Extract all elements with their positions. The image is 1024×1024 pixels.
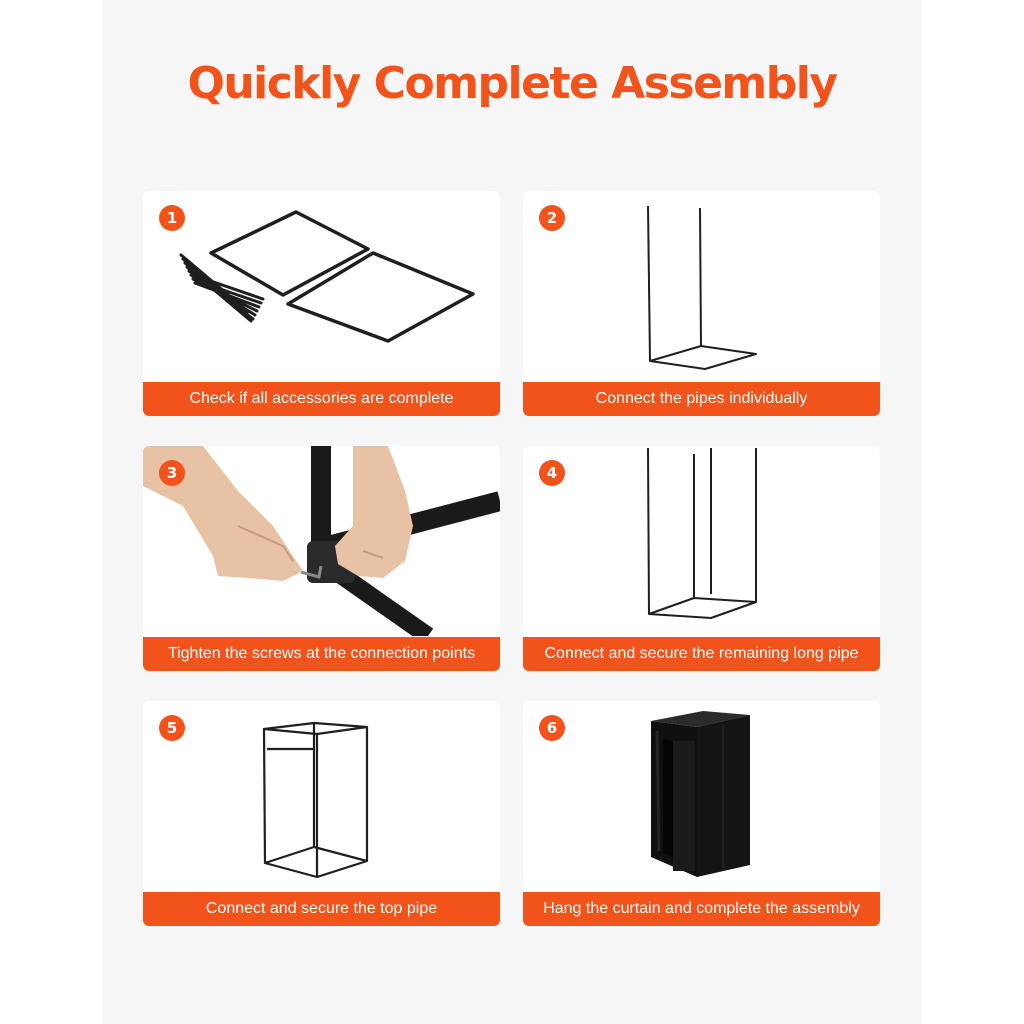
step-card-3 (143, 446, 500, 671)
black-curtain-booth-image (523, 701, 880, 891)
step-number-badge: 6 (539, 715, 565, 741)
page-title: Quickly Complete Assembly (187, 58, 837, 109)
step-caption: Check if all accessories are complete (143, 382, 500, 416)
step-number-badge: 1 (159, 205, 185, 231)
base-with-four-poles-image (523, 446, 880, 636)
step-card-4 (523, 446, 880, 671)
hands-with-hex-key-image (143, 446, 500, 636)
step-card-5 (143, 701, 500, 926)
complete-frame-image (143, 701, 500, 891)
base-with-two-poles-image (523, 191, 880, 381)
step-caption: Connect and secure the top pipe (143, 892, 500, 926)
step-number-badge: 4 (539, 460, 565, 486)
step-card-2 (523, 191, 880, 416)
pipe-bundle-and-frames-image (143, 191, 500, 381)
step-caption: Connect the pipes individually (523, 382, 880, 416)
step-card-1 (143, 191, 500, 416)
step-caption: Hang the curtain and complete the assembly (523, 892, 880, 926)
step-caption: Tighten the screws at the connection points (143, 637, 500, 671)
step-number-badge: 5 (159, 715, 185, 741)
step-number-badge: 3 (159, 460, 185, 486)
step-card-6 (523, 701, 880, 926)
step-caption: Connect and secure the remaining long pipe (523, 637, 880, 671)
step-number-badge: 2 (539, 205, 565, 231)
